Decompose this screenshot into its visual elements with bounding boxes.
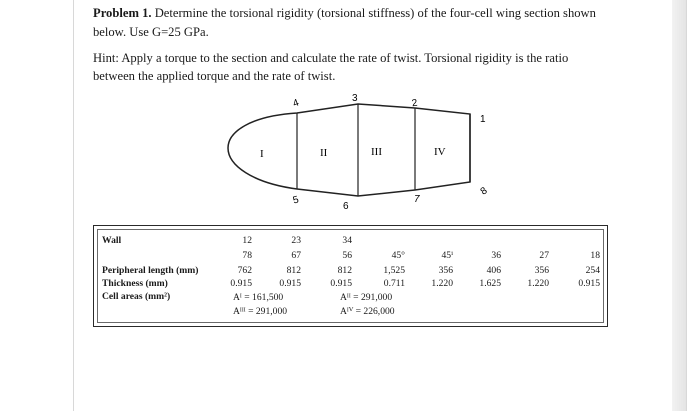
thickness: 0.915 <box>578 278 600 289</box>
hint-text: Hint: Apply a torque to the section and calculate the rate of twist. Torsional rigidity is the ratio between the applied torque and the rate of twist. <box>93 51 569 83</box>
point-label-3: 3 <box>352 93 358 104</box>
wall-id: 27 <box>539 250 549 261</box>
wall-id: 45° <box>391 250 405 261</box>
thickness: 0.915 <box>279 278 301 289</box>
cell-label-1: I <box>260 148 264 160</box>
thickness: 0.915 <box>230 278 252 289</box>
cell-area-1: Aᴵ = 161,500 <box>233 292 284 303</box>
thickness: 1.220 <box>431 278 453 289</box>
thickness: 0.711 <box>383 278 405 289</box>
peripheral-length: 812 <box>337 265 352 276</box>
peripheral-length: 356 <box>438 265 453 276</box>
wall-id: 67 <box>291 250 301 261</box>
cell-label-3: III <box>371 146 382 158</box>
row-label-peripheral-length: Peripheral length (mm) <box>102 265 199 276</box>
point-label-5: 5 <box>291 194 301 207</box>
wall-id: 36 <box>491 250 501 261</box>
thickness: 0.915 <box>330 278 352 289</box>
point-label-1: 1 <box>480 114 486 125</box>
wall-id: 78 <box>242 250 252 261</box>
wall-id: 12 <box>242 235 252 246</box>
peripheral-length: 812 <box>286 265 301 276</box>
point-label-8: 8 <box>478 185 490 198</box>
cell-label-2: II <box>320 147 328 159</box>
thickness: 1.220 <box>527 278 549 289</box>
row-label-cell-areas: Cell areas (mm²) <box>102 291 171 302</box>
point-label-7: 7 <box>414 194 420 205</box>
peripheral-length: 406 <box>486 265 501 276</box>
cell-label-4: IV <box>434 146 446 158</box>
problem-statement <box>93 4 613 42</box>
wing-section-figure <box>222 92 502 222</box>
cell-area-2: Aᴵᴵ = 291,000 <box>340 292 393 303</box>
wall-id: 56 <box>342 250 352 261</box>
peripheral-length: 762 <box>237 265 252 276</box>
row-label-wall: Wall <box>102 235 122 246</box>
wall-id: 34 <box>342 235 352 246</box>
peripheral-length: 1,525 <box>383 265 405 276</box>
wall-id: 45ⁱ <box>441 250 453 261</box>
page-edge-shadow <box>672 0 686 411</box>
thickness: 1.625 <box>479 278 501 289</box>
row-label-thickness: Thickness (mm) <box>102 278 168 289</box>
point-label-6: 6 <box>343 201 349 212</box>
cell-area-4: Aᴵⱽ = 226,000 <box>340 306 395 317</box>
peripheral-length: 254 <box>585 265 600 276</box>
problem-label: Problem 1. <box>93 6 152 20</box>
point-label-4: 4 <box>291 97 301 110</box>
cell-area-3: Aᴵᴵᴵ = 291,000 <box>233 306 288 317</box>
wall-id: 18 <box>590 250 600 261</box>
peripheral-length: 356 <box>534 265 549 276</box>
wall-id: 23 <box>291 235 301 246</box>
problem-text: Determine the torsional rigidity (torsional stiffness) of the four-cell wing section shown below. Use G=25 GPa. <box>93 6 596 39</box>
point-label-2: 2 <box>411 97 419 110</box>
